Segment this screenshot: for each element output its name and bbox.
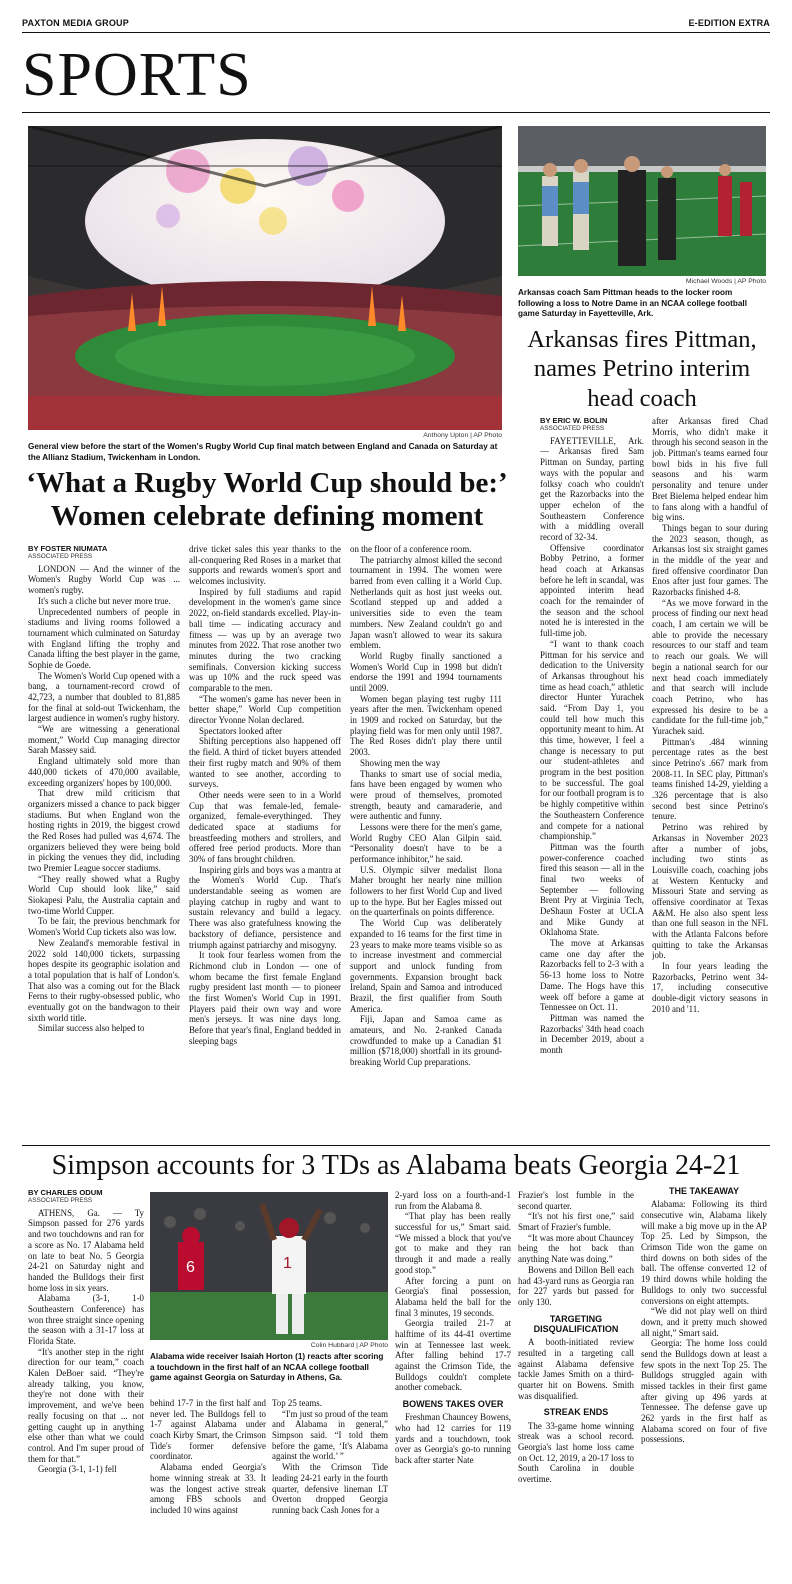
rugby-paragraph: LONDON — And the winner of the Women's Rugby World Cup was ... women's rugby. xyxy=(28,563,180,596)
alabama-photo-caption: Alabama wide receiver Isaiah Horton (1) reacts after scoring a touchdown in the first half of an NCAA college football game against Georgia on Saturday in Athens, Ga. xyxy=(150,1352,384,1382)
rugby-paragraph: Other needs were seen to in a World Cup that was female-led, female-organized, female-everythinged. They dedicated space at stadiums for breastfeeding mothers and strollers, and offered free period products. More than 30% of fans brought children. xyxy=(189,789,341,865)
rugby-paragraph: “The women's game has never been in better shape,” World Cup competition director Yvonne Nolan declared. xyxy=(189,693,341,725)
alabama-paragraph: “It was more about Chauncey being the hot back than anything Nate was doing.” xyxy=(518,1232,634,1265)
alabama-paragraph: 2-yard loss on a fourth-and-1 run from the Alabama 8. xyxy=(395,1190,511,1211)
alabama-paragraph: Georgia: The home loss could send the Bulldogs down at least a few spots in the next Top 25. The Bulldogs struggled again with missed tackles in their first game after giving up 496 yards at Tennessee. The defense gave up 262 yards in the first half as Alabama scored on four of five possessions. xyxy=(641,1338,767,1445)
alabama-paragraph: “We did not play well on third down, and it pretty much showed all night,” Smart said. xyxy=(641,1306,767,1338)
rugby-paragraph: Inspiring girls and boys was a mantra at the Women's World Cup. That's understandable seeing as women are playing catchup in rugby and want to sustain relevancy and build a legacy. There was also gratefulness knowing the backstory of defiance, persistence and triumph against patriarchy and misogyny. xyxy=(189,864,341,950)
alabama-headline: Simpson accounts for 3 TDs as Alabama beats Georgia 24-21 xyxy=(51,1150,741,1181)
masthead-bar xyxy=(22,18,770,28)
rugby-headline xyxy=(22,467,512,534)
arkansas-paragraph: “As we move forward in the process of finding our next head coach, I am certain we will be able to provide the necessary resources to our staff and team to reach our goals. We will begin a national search for our next head coach immediately and that search will include coach Petrino, who has expressed his desire to be a candidate for the full-time job,” Yurachek said. xyxy=(652,597,768,736)
rugby-paragraph: World Rugby finally sanctioned a Women's World Cup in 1998 but didn't endorse the 1991 and 1994 tournaments until 2009. xyxy=(350,650,502,693)
arkansas-column-2 xyxy=(652,416,768,1140)
rugby-headline-line-2: Women celebrate defining moment xyxy=(50,500,484,533)
alabama-photo-credit: Colin Hubbard | AP Photo xyxy=(310,1342,388,1349)
rugby-paragraph: The World Cup was deliberately expanded to 16 teams for the first time in 23 years to make more teams visible so as to increase investment and commercial support and unlock funding from governments. Expansion brought back Ireland, Spain and Samoa and introduced Brazil, the first qualifier from South America. xyxy=(350,918,502,1014)
arkansas-paragraph: Petrino was rehired by Arkansas in November 2023 after a number of jobs, including two stints as Louisville coach, coaching jobs at Western Kentucky and Missouri State and serving as offensive coordinator at Texas A&M. He also also spent less than one full season in the NFL with the Atlanta Falcons before quitting to take the Arkansas job. xyxy=(652,822,768,961)
section-rule xyxy=(22,112,770,113)
alabama-subhead-targeting: TARGETING DISQUALIFICATION xyxy=(533,1313,619,1334)
alabama-column-5 xyxy=(518,1190,634,1578)
arkansas-byline: BY ERIC W. BOLIN xyxy=(540,416,608,425)
alabama-column-6 xyxy=(641,1186,767,1578)
alabama-subhead-bowens: BOWENS TAKES OVER xyxy=(402,1399,504,1410)
alabama-paragraph: “It's not his first one,” said Smart of Frazier's fumble. xyxy=(518,1211,634,1233)
rugby-paragraph: Inspired by full stadiums and rapid development in the women's game since 2022, on-field standards excelled. Play-in-ball time — indicating accuracy and fitness — was up by an average two minutes from 2022. That rose another two minutes during the two cracking semifinals. Conversion kicking success was up 10% and the ruck speed was comparable to the men. xyxy=(189,586,341,693)
arkansas-paragraph: FAYETTEVILLE, Ark. — Arkansas fired Sam Pittman on Sunday, parting ways with the popular and folksy coach who couldn't get the Razorbacks into the upper echelon of the Southeastern Conference with a middling overall record of 32-34. xyxy=(540,435,644,542)
arkansas-byline-org: ASSOCIATED PRESS xyxy=(540,425,605,433)
arkansas-paragraph: “I want to thank coach Pittman for his service and dedication to the University of Arkansas throughout his time as head coach,” athletic director Hunter Yurachek said. “From Day 1, you could tell how much this opportunity meant to him. At this time, however, I feel a change is necessary to put our student-athletes and program in the best position to be successful. The goal for our football program is to be highly competitive within the Southeastern Conference and compete for a national championship.” xyxy=(540,638,644,842)
alabama-paragraph: Alabama ended Georgia's home winning streak at 33. It was the longest active streak among FBS schools and included 10 wins against xyxy=(150,1462,266,1515)
alabama-subhead-streak: STREAK ENDS xyxy=(543,1407,609,1418)
alabama-paragraph: Bowens and Dillon Bell each had 43-yard runs as Georgia ran for 227 yards but passed for only 130. xyxy=(518,1264,634,1307)
alabama-paragraph: Alabama: Following its third consecutive win, Alabama likely will make a big move up in the AP Top 25. Led by Simpson, the Crimson Tide won the game on third downs on both sides of the ball. The offense converted 12 of 19 third downs while holding the Bulldogs to only two successful conversions on eight attempts. xyxy=(641,1199,767,1306)
svg-text:6: 6 xyxy=(186,1259,195,1276)
alabama-paragraph: The 33-game home winning streak was a school record. Georgia's last home loss came on Oct. 12, 2019, a 20-17 loss to South Carolina in double overtime. xyxy=(518,1420,634,1485)
rugby-paragraph: Women began playing test rugby 111 years after the men. Twickenham opened in 1909 and rocked on Saturday, but the playing field was for men only until 1987. The Red Roses didn't play there until 2003. xyxy=(350,693,502,758)
arkansas-coach-photo xyxy=(518,126,766,276)
alabama-receiver-photo xyxy=(150,1192,388,1340)
alabama-paragraph: behind 17-7 in the first half and never led. The Bulldogs fell to 1-7 against Alabama under coach Kirby Smart, the Crimson Tide's former defensive coordinator. xyxy=(150,1398,266,1462)
rugby-paragraph: New Zealand's memorable festival in 2022 sold 140,000 tickets, surpassing hopes despite its geographic isolation and a total population that is half of London's. That also was a coming out for the Black Ferns to their rugby-obsessed public, who eventually got on the bandwagon to their sixth world title. xyxy=(28,937,180,1023)
rugby-paragraph: England ultimately sold more than 440,000 tickets of 470,000 available, exceeding organizers' hopes by 100,000. xyxy=(28,756,180,788)
rugby-paragraph: It's such a cliche but never more true. xyxy=(38,595,171,606)
alabama-column-1 xyxy=(28,1188,144,1578)
arkansas-paragraph: Offensive coordinator Bobby Petrino, a former head coach at Arkansas before he left in scandal, was appointed interim head coach for the remainder of the season and the school noted he is interested in the full-time job. xyxy=(540,542,644,639)
alabama-paragraph: Alabama (3-1, 1-0 Southeastern Conference) has won three straight since opening the season with a 31-17 loss at Florida State. xyxy=(28,1293,144,1347)
rugby-paragraph: Fiji, Japan and Samoa came as amateurs, and No. 2-ranked Canada crowdfunded to make up a Canadian $1 million ($718,000) shortfall in its ground-breaking World Cup preparations. xyxy=(350,1014,502,1068)
svg-text:1: 1 xyxy=(283,1255,292,1272)
alabama-paragraph: Georgia trailed 21-7 at halftime of its 44-41 overtime win at Tennessee last week. After falling behind 17-7 against the Crimson Tide, the Bulldogs couldn't complete another comeback. xyxy=(395,1318,511,1393)
rugby-paragraph: Lessons were there for the men's game, World Rugby CEO Alan Gilpin said. “Personality doesn't have to be a performance inhibitor,” he said. xyxy=(350,821,502,865)
arkansas-paragraph: Pittman's .484 winning percentage rates as the best since Petrino's .667 mark from 2008-11. In SEC play, Pittman's teams finished 14-29, yielding a .326 percentage that is also second best since Petrino's tenure. xyxy=(652,736,768,822)
rugby-byline: BY FOSTER NIUMATA xyxy=(28,544,108,553)
rugby-paragraph: Unprecedented numbers of people in stadiums and living rooms followed a tournament which culminated on Saturday with England lifting the trophy and Canada lifting the best player in the game, Sophie de Goede. xyxy=(28,606,180,670)
alabama-byline: BY CHARLES ODUM xyxy=(28,1188,103,1197)
rugby-paragraph: The Women's World Cup opened with a bang, a tournament-record crowd of 42,723, a number that doubled to 81,885 for the final at sold-out Twickenham, the largest audience in women's rugby history. xyxy=(28,670,180,724)
rugby-headline-line-1: ‘What a Rugby World Cup should be:’ xyxy=(26,467,508,499)
arkansas-paragraph: The move at Arkansas came one day after the Razorbacks fell to 2-3 with a 56-13 home loss to Notre Dame. The Hogs have this week off before a game at Tennessee on Oct. 11. xyxy=(540,938,644,1013)
top-rule xyxy=(22,32,770,33)
rugby-subhead-spectators: Spectators looked after xyxy=(199,725,282,736)
alabama-column-2 xyxy=(150,1398,266,1578)
rugby-paragraph: drive ticket sales this year thanks to the all-conquering Red Roses in a market that supports and rewards women's sport and welcomes inclusivity. xyxy=(189,544,341,587)
rugby-column-1 xyxy=(28,544,180,1140)
arkansas-photo-credit: Michael Woods | AP Photo xyxy=(685,278,766,285)
rugby-paragraph: Similar success also helped to xyxy=(38,1023,145,1034)
rugby-subhead-men: Showing men the way xyxy=(360,757,441,768)
alabama-paragraph: With the Crimson Tide leading 24-21 early in the fourth quarter, defensive lineman LT Overton dropped Georgia running back Cash Jones for a xyxy=(272,1462,388,1515)
alabama-subhead-takeaway: THE TAKEAWAY xyxy=(668,1186,739,1196)
rugby-column-2 xyxy=(189,544,341,1140)
rugby-paragraph: Thanks to smart use of social media, fans have been engaged by women who were proud of themselves, promoted strength, beauty and camaraderie, and were authentic and funny. xyxy=(350,768,502,822)
alabama-paragraph: A booth-initiated review resulted in a targeting call against Alabama defensive tackle James Smith on a third-quarter hit on Bowens. Smith was disqualified. xyxy=(518,1337,634,1401)
arkansas-paragraph: Things began to sour during the 2023 season, though, as Arkansas lost six straight games in the middle of the year and fired offensive coordinator Dan Enos after just four games. The Razorbacks finished 4-8. xyxy=(652,522,768,597)
arkansas-photo-caption: Arkansas coach Sam Pittman heads to the locker room following a loss to Notre Dame in an NCAA college football game Saturday in Fayetteville, Ark. xyxy=(518,288,747,318)
section-title: SPORTS xyxy=(22,41,252,109)
alabama-paragraph: Georgia (3-1, 1-1) fell xyxy=(38,1464,117,1475)
alabama-paragraph: After forcing a punt on Georgia's final possession, Alabama held the ball for the final 3 minutes, 19 seconds. xyxy=(395,1275,511,1318)
rugby-paragraph: That drew mild criticism that organizers missed a chance to pack bigger stadiums. But when England won the hosting rights in 2019, the biggest crowd the Red Roses had pulled was 4,674. The organizers believed they were being bold in picking the venues they did, including two Premier League soccer stadiums. xyxy=(28,788,180,874)
rugby-paragraph: To be fair, the previous benchmark for Women's World Cup tickets also was low. xyxy=(28,916,180,938)
rugby-stadium-photo xyxy=(28,126,502,430)
arkansas-paragraph: after Arkansas fired Chad Morris, who didn't make it through his second season in the job. Pittman's teams earned four bowl bids in his five full seasons and his warm personality and tenure under Bret Bielema helped endear him to fans along with a handful of big wins. xyxy=(652,416,768,523)
rugby-byline-org: ASSOCIATED PRESS xyxy=(28,553,93,561)
edition-label: E-EDITION EXTRA xyxy=(688,18,770,28)
alabama-column-4 xyxy=(395,1190,511,1578)
rugby-paragraph: U.S. Olympic silver medalist Ilona Maher brought her nearly nine million followers to her first World Cup and lived up to the hype. But her Eagles missed out on the quarterfinals on points difference. xyxy=(350,864,502,918)
rugby-paragraph: “They really showed what a Rugby World Cup should look like,” said Siokapesi Palu, the Australia captain and two-time World Cupper. xyxy=(28,873,180,916)
alabama-paragraph: Top 25 teams. xyxy=(272,1398,322,1408)
alabama-byline-org: ASSOCIATED PRESS xyxy=(28,1197,93,1205)
rugby-photo-credit: Anthony Upton | AP Photo xyxy=(423,432,502,439)
publisher-name: PAXTON MEDIA GROUP xyxy=(22,18,129,28)
rugby-paragraph: on the floor of a conference room. xyxy=(350,544,472,554)
rugby-paragraph: Shifting perceptions also happened off the field. A third of ticket buyers attended their first rugby match and 90% of them wanted to see another, according to surveys. xyxy=(189,736,341,790)
rugby-photo-caption: General view before the start of the Women's Rugby World Cup final match between England and Canada on Saturday at the Allianz Stadium, Twickenham in London. xyxy=(28,442,498,462)
arkansas-paragraph: Pittman was named the Razorbacks' 34th head coach in December 2019, about a month xyxy=(540,1012,644,1055)
rugby-column-3 xyxy=(350,544,502,1140)
rugby-paragraph: The patriarchy almost killed the second tournament in 1994. The women were barred from even calling it a World Cup. Netherlands quit as host just weeks out. Scotland stepped up and added a universities side to even the team numbers. New Zealand couldn't go and Japan wasn't allowed to wear its sakura emblem. xyxy=(350,554,502,651)
alabama-paragraph: ATHENS, Ga. — Ty Simpson passed for 276 yards and two touchdowns and ran for a score as No. 17 Alabama held on late to beat No. 5 Georgia 24-21 on Saturday night and handed the Bulldogs their first home loss in six years. xyxy=(28,1207,144,1293)
alabama-column-3 xyxy=(272,1398,388,1578)
arkansas-headline: Arkansas fires Pittman, names Petrino interim head coach xyxy=(527,326,757,412)
alabama-paragraph: “It's another step in the right direction for our team,” coach Kalen DeBoer said. “They're already talking, you know, they're not done with their improvement, and we've been really focusing on that ... not getting caught up in anything else other than what we could control. And I'm super proud of them for that.” xyxy=(28,1346,144,1464)
story-divider-rule xyxy=(22,1145,770,1146)
alabama-paragraph: “I'm just so proud of the team and Alabama in general,” Simpson said. “I told them before the game, ‘It's Alabama against the world.’ ” xyxy=(272,1408,388,1462)
rugby-paragraph: It took four fearless women from the Richmond club in London — one of whom became the first female England rugby president last month — to pioneer the first Women's World Cup in 1991. Players paid their own way and wore men's jerseys. It was nine days long. Before that year's final, England bedded in sleeping bags xyxy=(189,950,341,1046)
alabama-paragraph: Frazier's lost fumble in the second quarter. xyxy=(518,1190,634,1211)
alabama-paragraph: Freshman Chauncey Bowens, who had 12 carries for 119 yards and a touchdown, took over as Georgia's go-to running back after starter Nate xyxy=(395,1412,511,1466)
rugby-paragraph: “We are witnessing a generational moment,” World Cup managing director Sarah Massey said. xyxy=(28,724,180,756)
alabama-paragraph: “That play has been really successful for us,” Smart said. “We missed a block that you've got to make and they ran through it and made a really good stop.” xyxy=(395,1211,511,1275)
arkansas-paragraph: Pittman was the fourth power-conference coached fired this season — all in the final two weeks of September — following Brent Pry at Virginia Tech, DeShaun Foster at UCLA and Mike Gundy at Oklahoma State. xyxy=(540,841,644,938)
arkansas-paragraph: In four years leading the Razorbacks, Petrino went 34-17, including consecutive double-digit victory seasons in 2010 and '11. xyxy=(652,961,768,1014)
arkansas-column-1 xyxy=(540,416,644,1140)
